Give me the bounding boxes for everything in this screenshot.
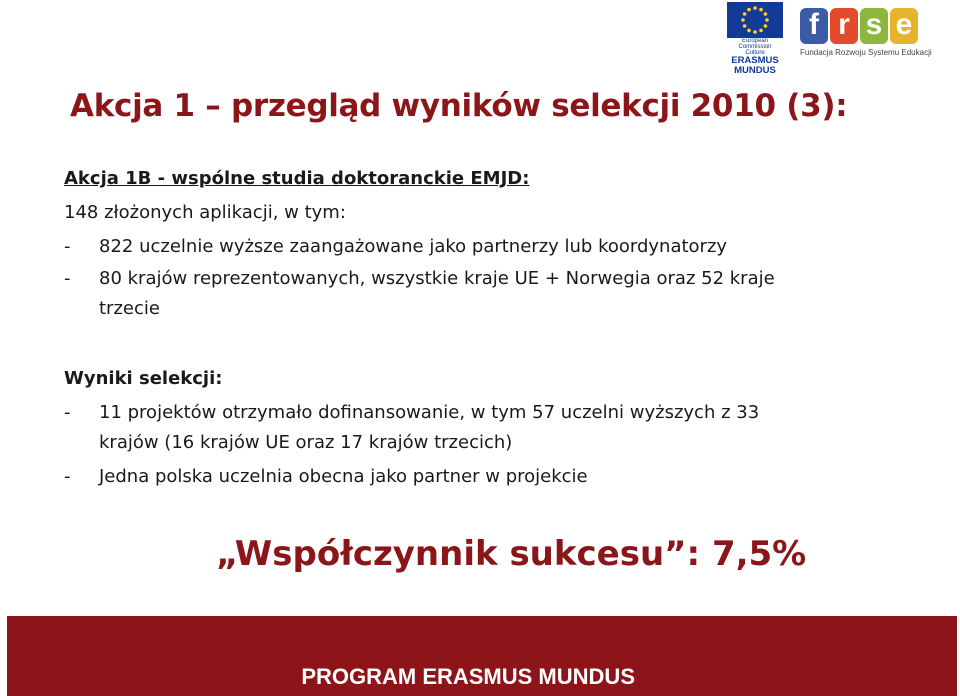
footer-bar [7, 616, 957, 696]
section2-heading: Wyniki selekcji: [64, 368, 223, 389]
section1-intro: 148 złożonych aplikacji, w tym: [64, 202, 346, 223]
success-ratio: „Współczynnik sukcesu”: 7,5% [216, 534, 807, 574]
section2-item-1-cont: krajów (16 krajów UE oraz 17 krajów trzecich) [99, 432, 513, 453]
section2-item-2: Jedna polska uczelnia obecna jako partner w projekcie [99, 466, 588, 487]
frse-letter-s: s [860, 8, 888, 44]
section1-item-2-cont: trzecie [99, 298, 160, 319]
eu-erasmus-mundus-logo [727, 2, 783, 76]
bullet-dash: - [64, 236, 71, 257]
section2-item-1: 11 projektów otrzymało dofinansowanie, w tym 57 uczelni wyższych z 33 [99, 402, 760, 423]
frse-letter-e: e [890, 8, 918, 44]
section1-heading: Akcja 1B - wspólne studia doktoranckie EMJD: [64, 168, 530, 189]
slide-title: Akcja 1 – przegląd wyników selekcji 2010 (3): [70, 88, 848, 124]
bullet-dash: - [64, 268, 71, 289]
section1-item-2: 80 krajów reprezentowanych, wszystkie kraje UE + Norwegia oraz 52 kraje [99, 268, 775, 289]
eu-logo-caption: European Commission Culture ERASMUS MUNDUS [731, 38, 779, 76]
frse-logo [800, 8, 930, 58]
bullet-dash: - [64, 402, 71, 423]
section1-item-1: 822 uczelnie wyższe zaangażowane jako partnerzy lub koordynatorzy [99, 236, 728, 257]
bullet-dash: - [64, 466, 71, 487]
frse-letter-r: r [830, 8, 858, 44]
footer-program-name: PROGRAM ERASMUS MUNDUS [301, 664, 635, 689]
frse-letters [800, 8, 918, 44]
eu-flag-icon [727, 2, 783, 38]
frse-letter-f: f [800, 8, 828, 44]
frse-caption: Fundacja Rozwoju Systemu Edukacji [800, 48, 932, 57]
